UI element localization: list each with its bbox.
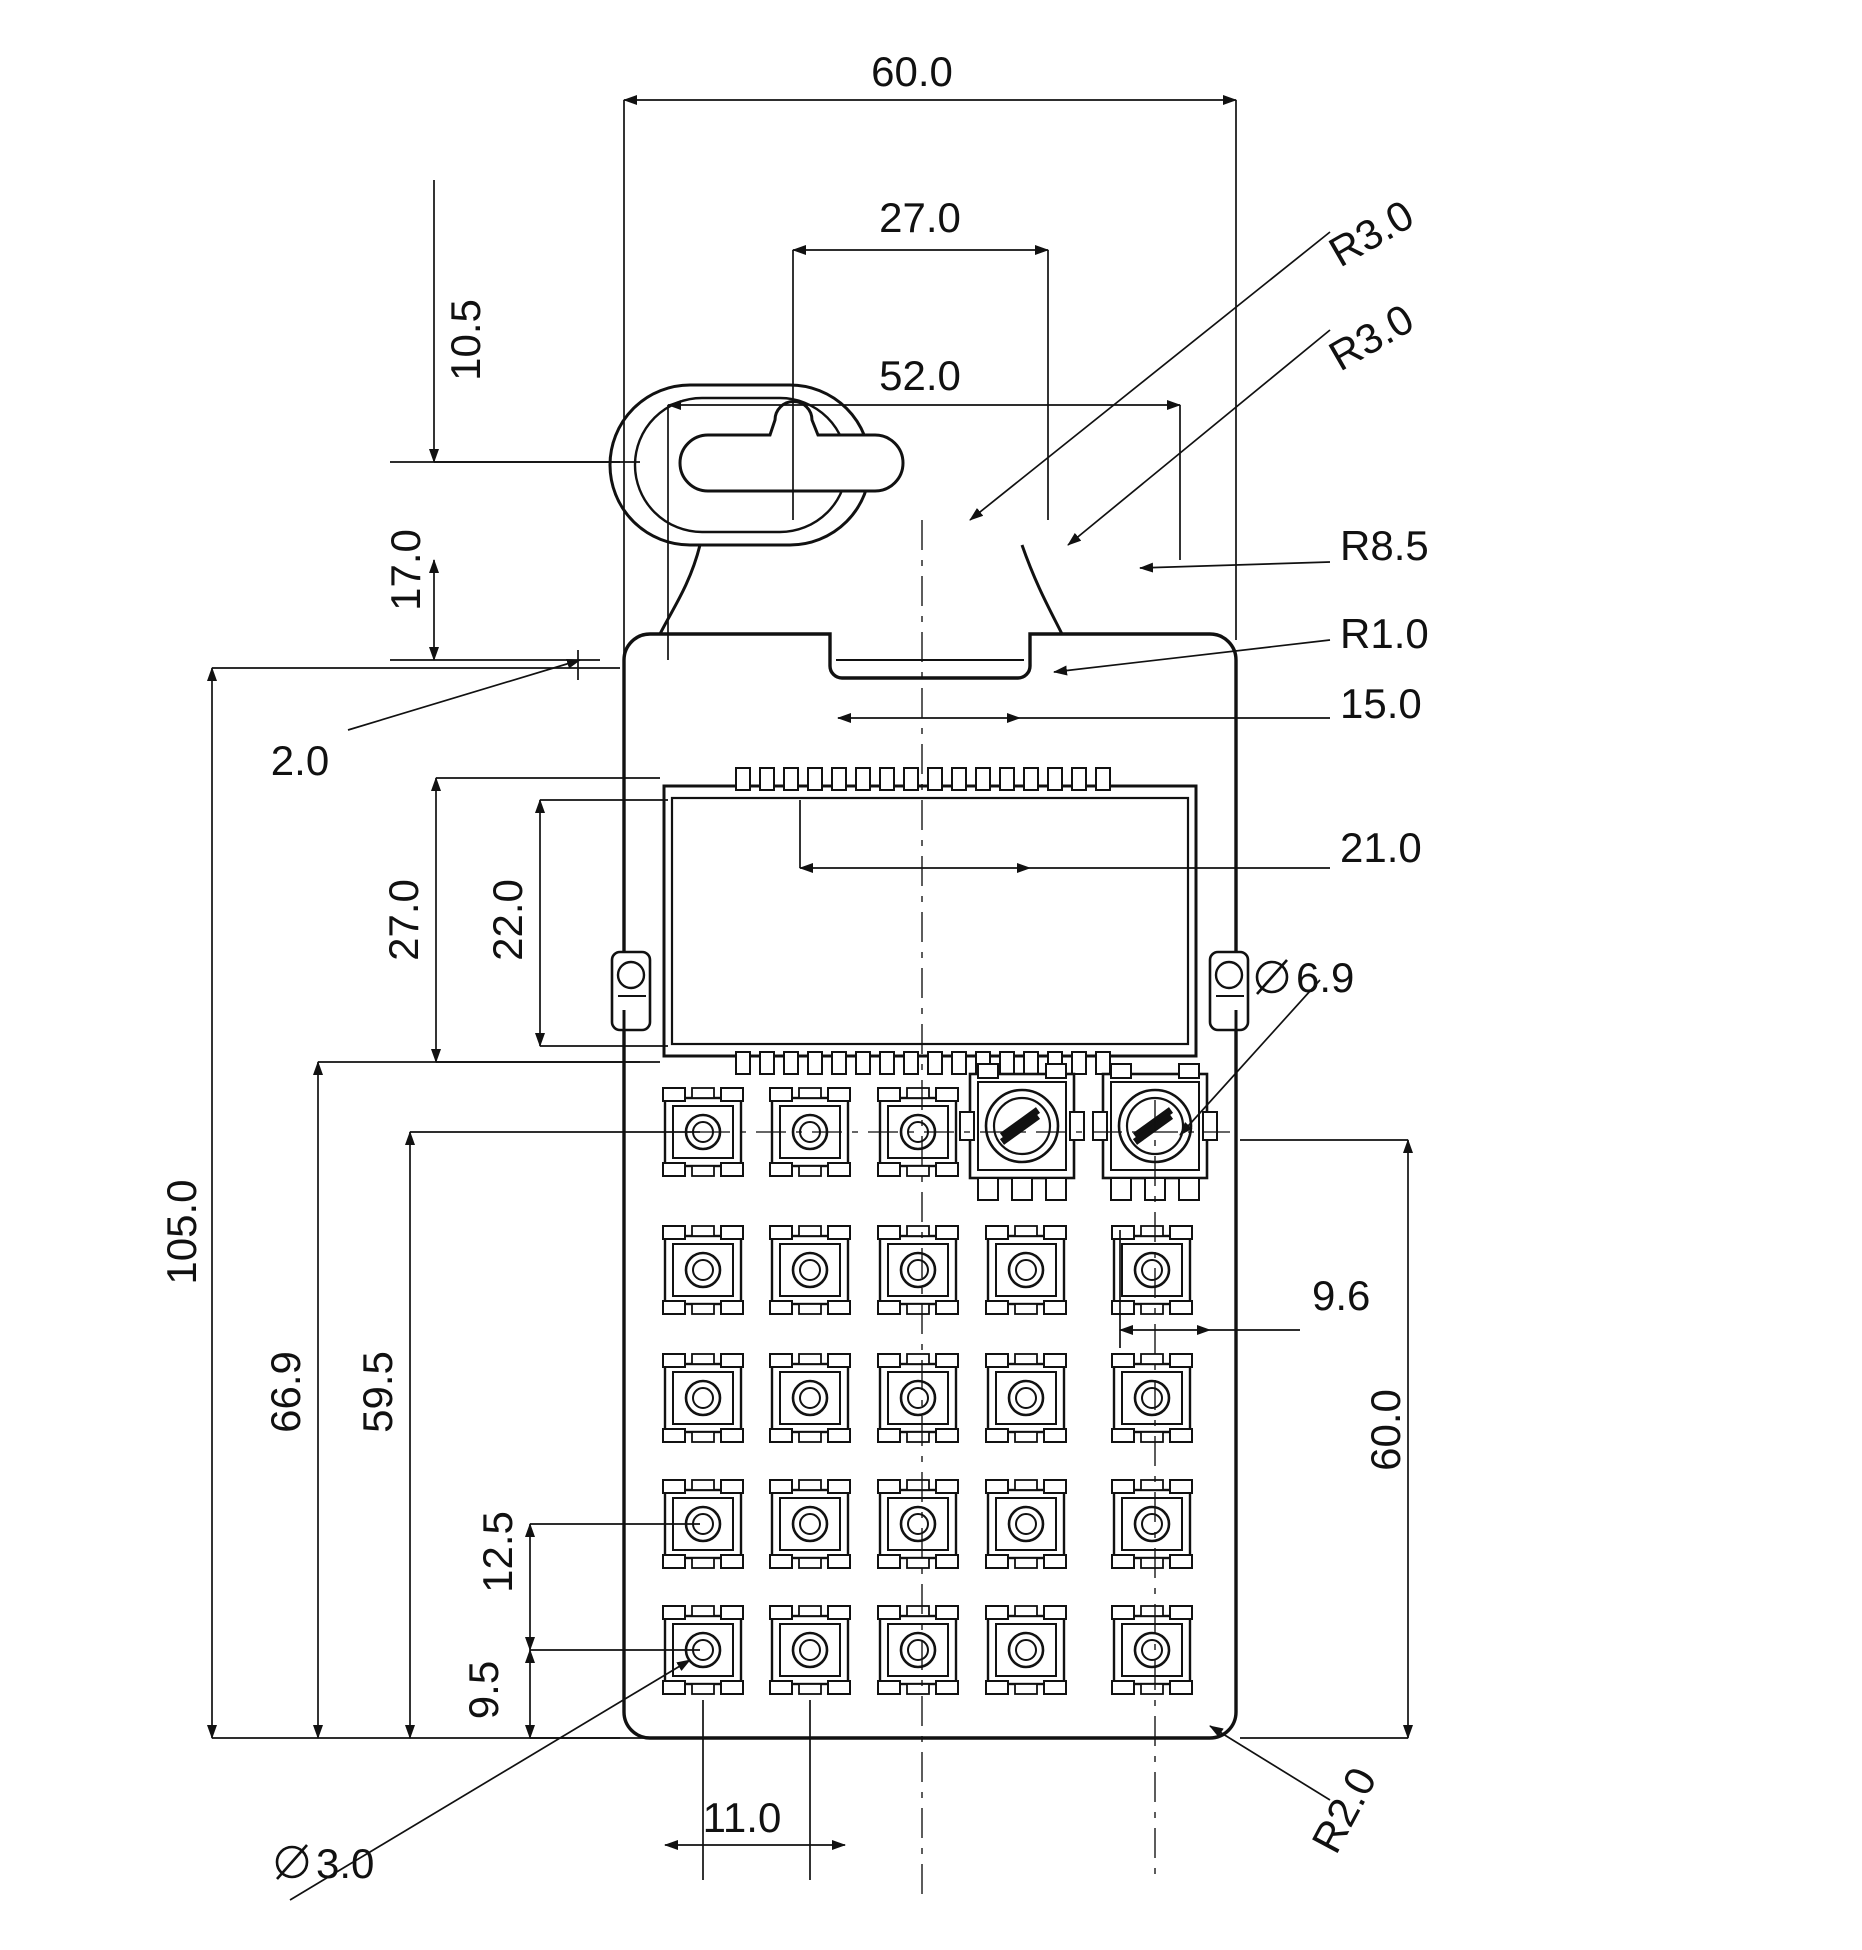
dim-label-2-0: 2.0 <box>270 737 330 784</box>
diameter-symbol-6-9 <box>1257 954 1354 1001</box>
dim-label-11: 11.0 <box>702 1794 782 1841</box>
dim-label-17: 17.0 <box>382 529 429 611</box>
dim-label-27: 27.0 <box>879 194 961 241</box>
dim-label-60-top: 60.0 <box>871 48 953 95</box>
diameter-symbol-3-0 <box>277 1840 374 1887</box>
dim-label-15: 15.0 <box>1340 680 1422 727</box>
dim-label-12-5: 12.5 <box>474 1511 521 1593</box>
side-hinge-left <box>612 952 650 1030</box>
dim-label-21: 21.0 <box>1340 824 1422 871</box>
dim-label-r3-0-a: R3.0 <box>1321 190 1422 276</box>
dim-label-r8-5: R8.5 <box>1340 522 1429 569</box>
side-hinge-right <box>1210 952 1248 1030</box>
dim-label-22-left: 22.0 <box>484 879 531 961</box>
dim-label-dia-3-0: 3.0 <box>316 1840 375 1887</box>
display-module <box>664 768 1196 1074</box>
dim-label-66-9: 66.9 <box>262 1351 309 1433</box>
dim-label-59-5: 59.5 <box>354 1351 401 1433</box>
clip-loop <box>610 385 903 660</box>
part-outline-group <box>610 385 1248 1738</box>
dim-label-10-5: 10.5 <box>442 299 489 381</box>
dim-label-r1-0: R1.0 <box>1340 610 1429 657</box>
dim-label-105: 105.0 <box>158 1179 205 1285</box>
dim-label-27-left: 27.0 <box>380 879 427 961</box>
dim-label-52: 52.0 <box>879 352 961 399</box>
dim-label-r3-0-b: R3.0 <box>1321 294 1422 380</box>
dim-label-r2-0: R2.0 <box>1302 1759 1386 1861</box>
dim-label-9-6: 9.6 <box>1312 1272 1371 1319</box>
dim-label-dia-6-9: 6.9 <box>1296 954 1355 1001</box>
dim-label-60-right: 60.0 <box>1362 1389 1409 1471</box>
dim-label-9-5: 9.5 <box>460 1660 507 1720</box>
